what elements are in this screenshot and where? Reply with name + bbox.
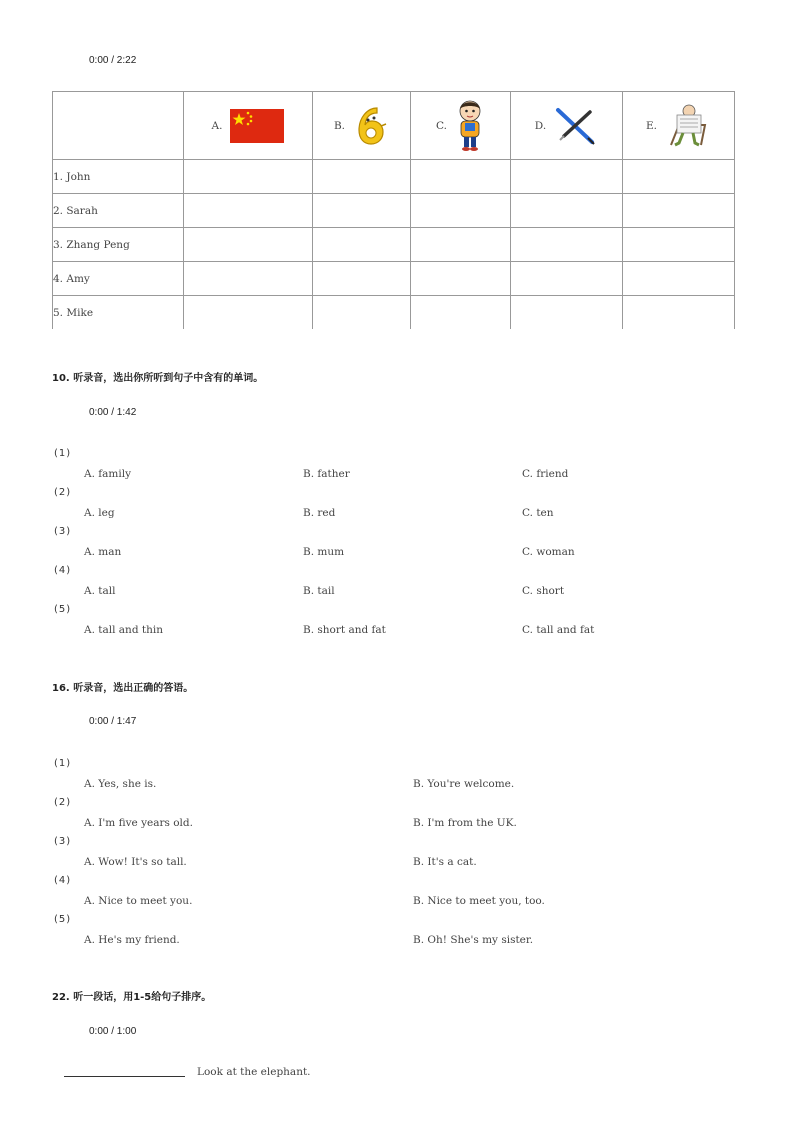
answer-cell[interactable] — [184, 194, 313, 228]
table-row — [53, 228, 735, 262]
answer-cell[interactable] — [313, 296, 411, 330]
option-label: C. — [436, 119, 447, 132]
option-b[interactable]: B. You're welcome. — [413, 778, 515, 790]
pen-and-pencil-icon — [554, 106, 598, 146]
option-c[interactable]: C. friend — [522, 468, 569, 480]
question-10-title: 10. 听录音，选出你所听到句子中含有的单词。 — [52, 373, 264, 384]
number-six-icon — [353, 104, 389, 148]
answer-cell[interactable] — [184, 262, 313, 296]
answer-cell[interactable] — [411, 194, 511, 228]
option-b[interactable]: B. father — [303, 468, 350, 480]
option-a[interactable]: A. Yes, she is. — [84, 778, 157, 790]
answer-cell[interactable] — [511, 194, 623, 228]
option-a[interactable]: A. family — [84, 468, 132, 480]
table-row — [53, 160, 735, 194]
option-b-cell — [313, 92, 411, 160]
answer-cell[interactable] — [184, 228, 313, 262]
answer-cell[interactable] — [313, 262, 411, 296]
item-number: (4) — [54, 875, 72, 886]
answer-cell[interactable] — [623, 296, 735, 330]
option-b[interactable]: B. It's a cat. — [413, 856, 477, 868]
answer-cell[interactable] — [184, 160, 313, 194]
table-header-row — [53, 92, 735, 160]
item-number: (2) — [54, 797, 72, 808]
item-number: (5) — [54, 914, 72, 925]
answer-blank[interactable] — [64, 1076, 185, 1077]
answer-cell[interactable] — [623, 228, 735, 262]
question-22-title: 22. 听一段话，用1-5给句子排序。 — [52, 992, 212, 1003]
table-corner-cell — [53, 92, 184, 160]
table-row — [53, 296, 735, 330]
answer-cell[interactable] — [313, 228, 411, 262]
item-number: (4) — [54, 565, 72, 576]
option-b[interactable]: B. red — [303, 507, 336, 519]
option-b[interactable]: B. mum — [303, 546, 345, 558]
audio-player-time[interactable]: 0:00 / 1:42 — [89, 407, 137, 418]
audio-player-time[interactable]: 0:00 / 2:22 — [89, 55, 137, 66]
answer-cell[interactable] — [623, 194, 735, 228]
row-name: 2. Sarah — [53, 194, 184, 228]
item-number: (3) — [54, 526, 72, 537]
option-c[interactable]: C. tall and fat — [522, 624, 595, 636]
option-label: A. — [211, 119, 223, 132]
option-c[interactable]: C. ten — [522, 507, 554, 519]
sentence-text: Look at the elephant. — [197, 1066, 311, 1078]
option-b[interactable]: B. Oh! She's my sister. — [413, 934, 534, 946]
option-a[interactable]: A. He's my friend. — [84, 934, 180, 946]
answer-cell[interactable] — [313, 160, 411, 194]
answer-cell[interactable] — [623, 160, 735, 194]
option-b[interactable]: B. tail — [303, 585, 335, 597]
audio-player-time[interactable]: 0:00 / 1:00 — [89, 1026, 137, 1037]
item-number: (3) — [54, 836, 72, 847]
option-b[interactable]: B. I'm from the UK. — [413, 817, 517, 829]
answer-cell[interactable] — [411, 228, 511, 262]
option-a[interactable]: A. Nice to meet you. — [84, 895, 193, 907]
answer-cell[interactable] — [623, 262, 735, 296]
answer-cell[interactable] — [511, 160, 623, 194]
item-number: (1) — [54, 448, 72, 459]
china-flag-icon — [230, 109, 284, 143]
option-label: E. — [645, 119, 657, 132]
answer-cell[interactable] — [411, 160, 511, 194]
row-name: 4. Amy — [53, 262, 184, 296]
answer-cell[interactable] — [313, 194, 411, 228]
row-name: 3. Zhang Peng — [53, 228, 184, 262]
answer-cell[interactable] — [184, 296, 313, 330]
matching-table — [52, 91, 735, 329]
option-b[interactable]: B. short and fat — [303, 624, 386, 636]
option-e-cell — [623, 92, 735, 160]
option-c[interactable]: C. short — [522, 585, 565, 597]
row-name: 5. Mike — [53, 296, 184, 330]
option-b[interactable]: B. Nice to meet you, too. — [413, 895, 545, 907]
option-c[interactable]: C. woman — [522, 546, 575, 558]
answer-cell[interactable] — [411, 296, 511, 330]
option-label: B. — [333, 119, 346, 132]
option-a-cell — [184, 92, 313, 160]
option-d-cell — [511, 92, 623, 160]
row-name: 1. John — [53, 160, 184, 194]
item-number: (5) — [54, 604, 72, 615]
option-a[interactable]: A. tall — [84, 585, 116, 597]
answer-cell[interactable] — [511, 296, 623, 330]
audio-player-time[interactable]: 0:00 / 1:47 — [89, 716, 137, 727]
option-a[interactable]: A. man — [84, 546, 122, 558]
item-number: (1) — [54, 758, 72, 769]
table-row — [53, 262, 735, 296]
old-man-reading-newspaper-icon — [665, 101, 711, 151]
option-a[interactable]: A. leg — [84, 507, 115, 519]
answer-cell[interactable] — [511, 228, 623, 262]
item-number: (2) — [54, 487, 72, 498]
question-16-title: 16. 听录音，选出正确的答语。 — [52, 683, 194, 694]
boy-cartoon-icon — [455, 99, 485, 153]
option-c-cell — [411, 92, 511, 160]
option-a[interactable]: A. Wow! It's so tall. — [84, 856, 187, 868]
answer-cell[interactable] — [511, 262, 623, 296]
answer-cell[interactable] — [411, 262, 511, 296]
option-a[interactable]: A. tall and thin — [84, 624, 163, 636]
option-label: D. — [534, 119, 547, 132]
option-a[interactable]: A. I'm five years old. — [84, 817, 193, 829]
table-row — [53, 194, 735, 228]
